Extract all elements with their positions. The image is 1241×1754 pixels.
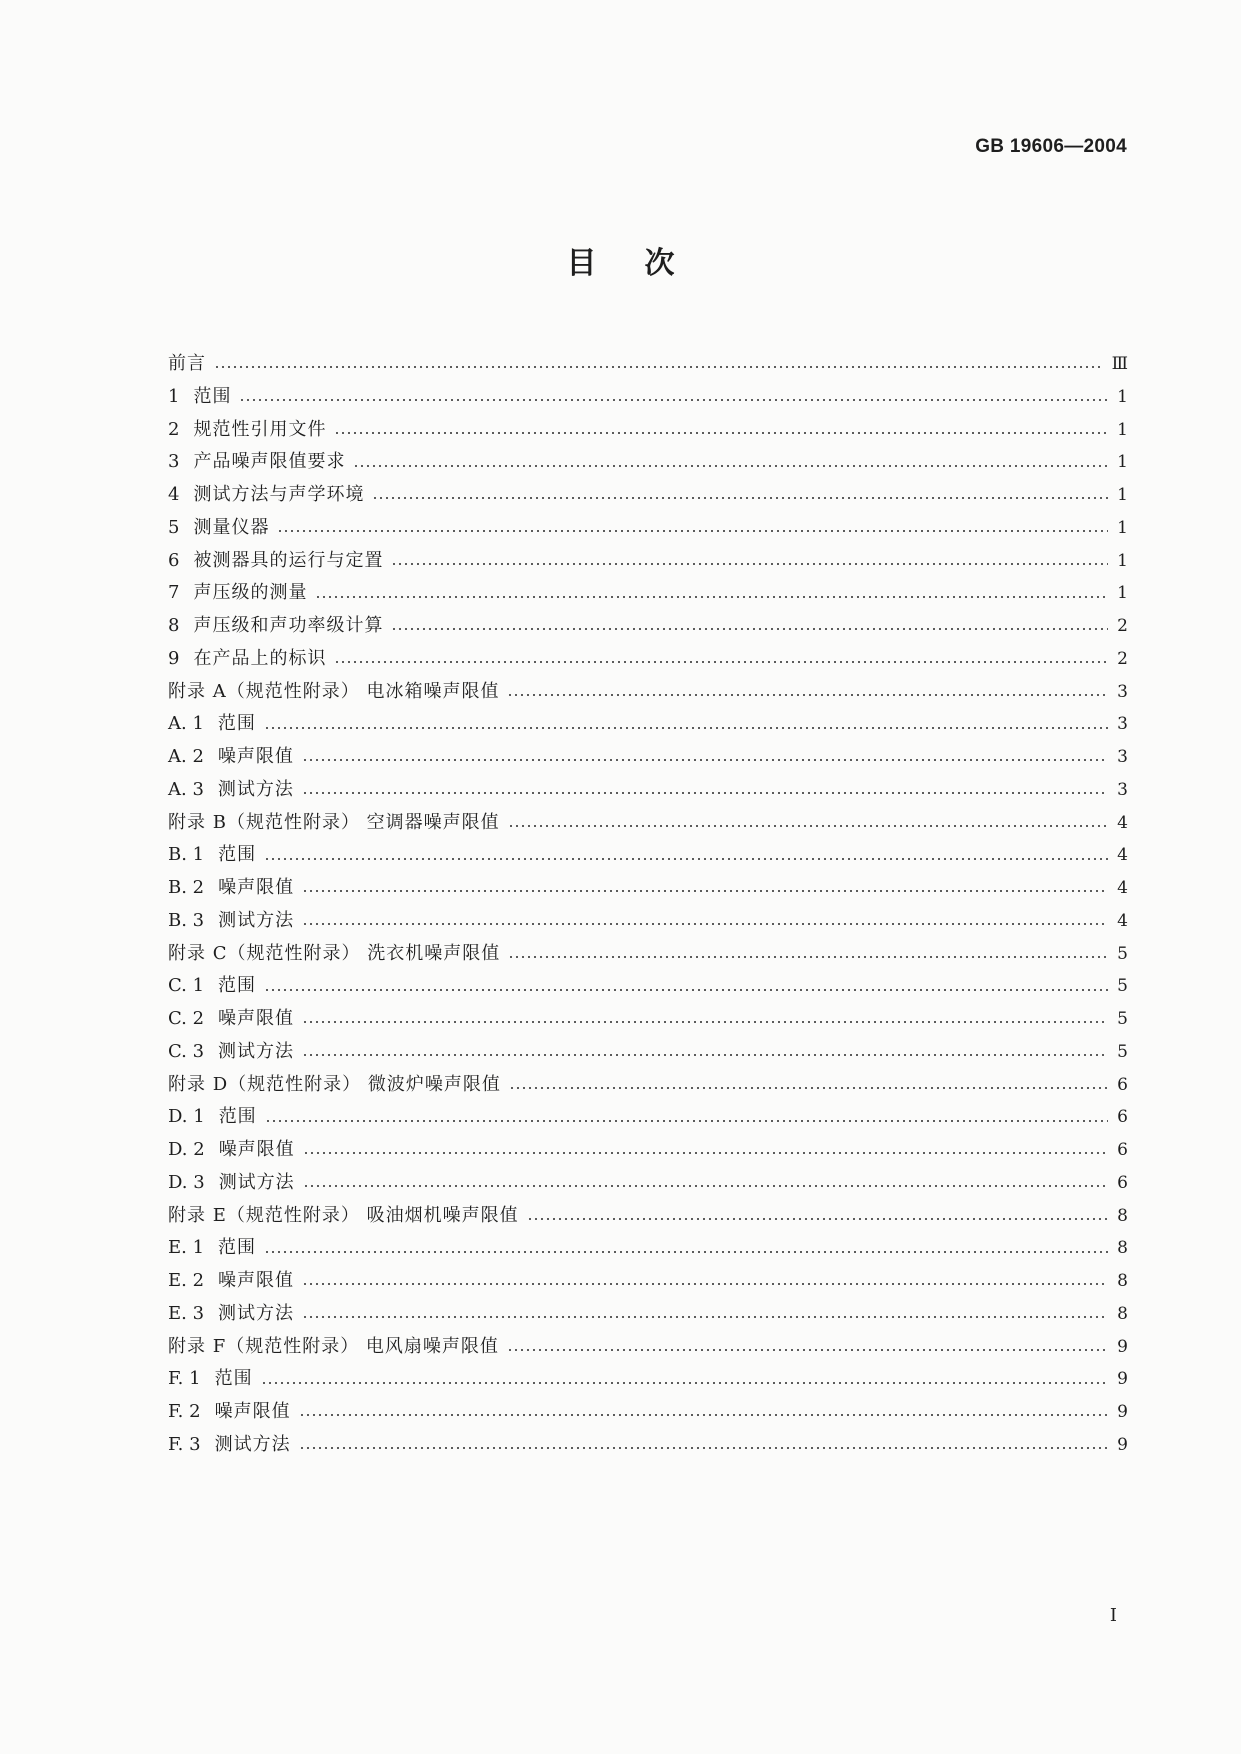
dot-leader — [302, 1316, 1108, 1318]
toc-entry[interactable] — [168, 938, 1128, 971]
toc-entry-number: D. 3 — [168, 1171, 205, 1193]
toc-entry-page: 6 — [1117, 1107, 1128, 1128]
dot-leader — [507, 694, 1108, 696]
dot-leader — [302, 792, 1108, 794]
dot-leader — [507, 1349, 1108, 1351]
toc-entry-number: C. 2 — [168, 1008, 205, 1029]
dot-leader — [372, 497, 1108, 499]
toc-entry-label: 附录 E（规范性附录） 吸油烟机噪声限值 — [168, 1204, 519, 1226]
toc-entry-number: 8 — [168, 615, 180, 636]
toc-entry-page: 1 — [1117, 550, 1128, 571]
toc-entry[interactable] — [168, 905, 1128, 938]
toc-entry[interactable] — [168, 348, 1128, 381]
toc-entry-label: 测试方法与声学环境 — [193, 484, 365, 505]
toc-entry-number: F. 1 — [168, 1368, 201, 1390]
dot-leader — [277, 530, 1108, 532]
toc-entry-number: 3 — [168, 451, 180, 473]
toc-entry[interactable] — [168, 774, 1128, 807]
toc-entry-number: E. 1 — [168, 1237, 205, 1259]
dot-leader — [508, 956, 1108, 958]
toc-entry-number: C. 1 — [168, 975, 205, 997]
toc-entry-label: 测试方法 — [218, 1171, 295, 1193]
dot-leader — [302, 923, 1108, 925]
toc-entry-page: 5 — [1117, 943, 1128, 964]
toc-entry-page: 4 — [1117, 845, 1128, 866]
toc-entry-page: 4 — [1117, 910, 1128, 931]
toc-entry-label: 噪声限值 — [218, 1139, 295, 1160]
toc-entry-label: 测试方法 — [217, 778, 294, 800]
dot-leader — [391, 563, 1108, 565]
toc-entry[interactable] — [168, 1396, 1128, 1429]
toc-entry-page: 4 — [1117, 812, 1128, 833]
toc-entry-label: 测试方法 — [218, 1040, 295, 1062]
toc-entry-page: 2 — [1117, 616, 1128, 636]
dot-leader — [264, 989, 1108, 991]
toc-entry-number: E. 3 — [168, 1302, 205, 1324]
toc-entry[interactable] — [168, 1298, 1128, 1331]
toc-entry-label: 测试方法 — [218, 909, 295, 931]
toc-entry-label: 噪声限值 — [218, 1270, 295, 1291]
toc-entry-page: 1 — [1117, 452, 1128, 473]
toc-entry-number: D. 2 — [168, 1139, 205, 1160]
toc-entry-number: F. 3 — [168, 1433, 201, 1455]
toc-entry-page: 1 — [1117, 419, 1128, 440]
toc-entry-number: F. 2 — [168, 1401, 201, 1422]
standard-number: GB 19606—2004 — [975, 136, 1127, 157]
toc-entry-number: 9 — [168, 647, 180, 669]
dot-leader — [239, 399, 1108, 401]
toc-entry-number: E. 2 — [168, 1270, 205, 1291]
toc-entry-page: 3 — [1117, 747, 1128, 767]
toc-entry[interactable] — [168, 545, 1128, 578]
dot-leader — [527, 1218, 1108, 1220]
toc-entry-number: 7 — [168, 582, 180, 604]
toc-entry[interactable] — [168, 1167, 1128, 1200]
toc-entry-label: 噪声限值 — [217, 746, 294, 767]
dot-leader — [302, 890, 1108, 892]
toc-entry-label: 范围 — [218, 975, 257, 997]
toc-entry[interactable] — [168, 839, 1128, 872]
toc-entry-page: 9 — [1117, 1369, 1128, 1390]
page-title: 目次 — [566, 246, 723, 281]
toc-entry-page: 3 — [1117, 714, 1128, 735]
toc-entry-number: A. 2 — [168, 746, 204, 767]
dot-leader — [299, 1447, 1108, 1449]
toc-entry-page: 8 — [1117, 1271, 1128, 1291]
dot-leader — [509, 1087, 1108, 1089]
toc-entry[interactable] — [168, 872, 1128, 905]
toc-entry-label: 在产品上的标识 — [193, 647, 327, 669]
toc-entry-label: 测试方法 — [218, 1302, 295, 1324]
toc-entry-page: 1 — [1117, 386, 1128, 407]
toc-entry[interactable] — [168, 741, 1128, 774]
page-number: I — [1109, 1605, 1117, 1626]
toc-entry-number: A. 3 — [168, 778, 204, 800]
toc-entry[interactable] — [168, 1265, 1128, 1298]
toc-entry-label: 声压级和声功率级计算 — [193, 615, 384, 636]
dot-leader — [302, 1283, 1108, 1285]
toc-entry-page: 9 — [1117, 1434, 1128, 1455]
toc-entry-label: 范围 — [218, 844, 257, 866]
toc-entry[interactable] — [168, 577, 1128, 610]
toc-entry-page: 8 — [1117, 1205, 1128, 1226]
toc-entry-label: 范围 — [217, 713, 256, 735]
toc-entry-page: Ⅲ — [1111, 354, 1128, 374]
toc-entry-page: 9 — [1117, 1336, 1128, 1357]
toc-entry-page: 6 — [1117, 1140, 1128, 1160]
toc-entry[interactable] — [168, 479, 1128, 512]
toc-entry[interactable] — [168, 512, 1128, 545]
toc-entry-label: 附录 C（规范性附录） 洗衣机噪声限值 — [168, 942, 501, 964]
toc-entry-page: 5 — [1117, 1009, 1128, 1029]
toc-entry[interactable] — [168, 1363, 1128, 1396]
toc-entry-page: 4 — [1117, 878, 1128, 898]
toc-entry[interactable] — [168, 414, 1128, 447]
toc-entry[interactable] — [168, 643, 1128, 676]
toc-entry-label: 附录 A（规范性附录） 电冰箱噪声限值 — [168, 680, 500, 702]
toc-entry-page: 8 — [1117, 1303, 1128, 1324]
dot-leader — [302, 1021, 1108, 1023]
toc-entry-number: C. 3 — [168, 1040, 205, 1062]
toc-entry[interactable] — [168, 1331, 1128, 1364]
toc-entry-page: 8 — [1117, 1238, 1128, 1259]
toc-entry-page: 3 — [1117, 779, 1128, 800]
toc-entry[interactable] — [168, 381, 1128, 414]
toc-entry-label: 噪声限值 — [214, 1401, 291, 1422]
toc-entry-number: B. 3 — [168, 909, 205, 931]
toc-entry[interactable] — [168, 676, 1128, 709]
toc-entry-label: 范围 — [193, 385, 232, 407]
toc-entry-label: 噪声限值 — [218, 877, 295, 898]
toc-entry-number: D. 1 — [168, 1106, 205, 1128]
toc-entry[interactable] — [168, 807, 1128, 840]
dot-leader — [508, 825, 1108, 827]
dot-leader — [334, 432, 1108, 434]
dot-leader — [302, 759, 1108, 761]
toc-entry[interactable] — [168, 1200, 1128, 1233]
toc-entry-label: 声压级的测量 — [193, 582, 308, 604]
toc-entry-label: 前言 — [168, 353, 206, 374]
dot-leader — [261, 1382, 1108, 1384]
toc-entry[interactable] — [168, 1101, 1128, 1134]
toc-entry[interactable] — [168, 1003, 1128, 1036]
dot-leader — [391, 628, 1108, 630]
toc-entry-number: A. 1 — [168, 713, 204, 735]
toc-entry-label: 规范性引用文件 — [193, 418, 327, 440]
dot-leader — [214, 366, 1104, 368]
dot-leader — [303, 1185, 1108, 1187]
dot-leader — [299, 1414, 1108, 1416]
toc-entry[interactable] — [168, 1232, 1128, 1265]
dot-leader — [264, 858, 1108, 860]
toc-entry[interactable] — [168, 1036, 1128, 1069]
toc-entry[interactable] — [168, 1069, 1128, 1102]
toc-entry-page: 1 — [1117, 517, 1128, 538]
dot-leader — [334, 661, 1108, 663]
dot-leader — [264, 727, 1108, 729]
toc-entry-number: 5 — [168, 516, 180, 538]
dot-leader — [353, 465, 1108, 467]
toc-entry[interactable] — [168, 1134, 1128, 1167]
dot-leader — [265, 1120, 1108, 1122]
toc-entry[interactable] — [168, 610, 1128, 643]
toc-entry-page: 1 — [1117, 485, 1128, 505]
toc-entry-page: 3 — [1117, 681, 1128, 702]
toc-entry-label: 附录 B（规范性附录） 空调器噪声限值 — [168, 811, 500, 833]
toc-entry[interactable] — [168, 1429, 1128, 1462]
toc-entry-label: 被测器具的运行与定置 — [193, 549, 384, 571]
toc-entry-label: 范围 — [218, 1106, 257, 1128]
toc-entry-number: 1 — [168, 385, 180, 407]
toc-entry-page: 9 — [1117, 1402, 1128, 1422]
toc-entry[interactable] — [168, 446, 1128, 479]
toc-entry-label: 产品噪声限值要求 — [193, 451, 346, 473]
dot-leader — [302, 1054, 1108, 1056]
toc-entry[interactable] — [168, 708, 1128, 741]
toc-entry-number: B. 1 — [168, 844, 205, 866]
table-of-contents — [168, 348, 1128, 1462]
toc-entry-label: 测量仪器 — [193, 516, 270, 538]
toc-entry-page: 5 — [1117, 976, 1128, 997]
toc-entry-label: 附录 D（规范性附录） 微波炉噪声限值 — [168, 1073, 501, 1095]
toc-entry-label: 噪声限值 — [218, 1008, 295, 1029]
toc-entry-label: 附录 F（规范性附录） 电风扇噪声限值 — [168, 1335, 499, 1357]
dot-leader — [264, 1251, 1108, 1253]
toc-entry-label: 范围 — [214, 1368, 253, 1390]
toc-entry-page: 5 — [1117, 1041, 1128, 1062]
toc-entry[interactable] — [168, 970, 1128, 1003]
toc-entry-page: 6 — [1117, 1172, 1128, 1193]
toc-entry-page: 1 — [1117, 583, 1128, 604]
toc-entry-page: 6 — [1117, 1074, 1128, 1095]
toc-entry-label: 范围 — [218, 1237, 257, 1259]
dot-leader — [303, 1152, 1108, 1154]
toc-entry-number: 2 — [168, 418, 180, 440]
toc-entry-label: 测试方法 — [214, 1433, 291, 1455]
toc-entry-number: B. 2 — [168, 877, 205, 898]
toc-entry-number: 4 — [168, 484, 180, 505]
toc-entry-number: 6 — [168, 549, 180, 571]
dot-leader — [315, 596, 1108, 598]
toc-entry-page: 2 — [1117, 648, 1128, 669]
